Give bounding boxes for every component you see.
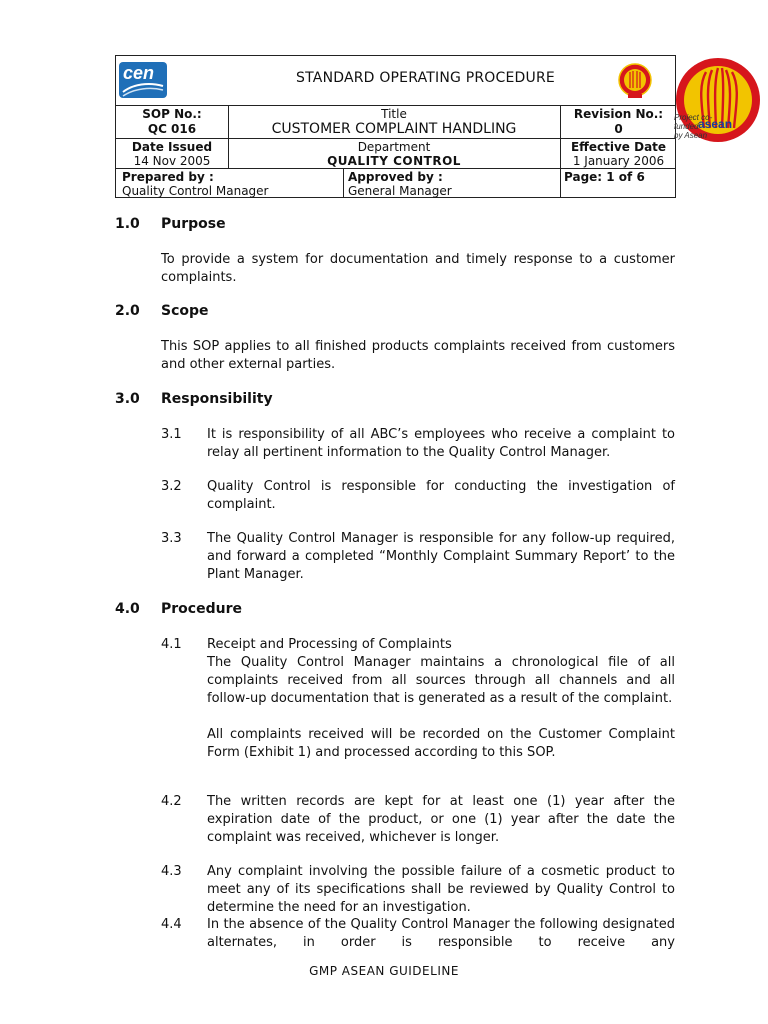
purpose-paragraph: To provide a system for documentation and timely response to a customer complaints. xyxy=(161,252,675,285)
prepared-by-label: Prepared by : xyxy=(122,170,214,184)
prepared-by-value: Quality Control Manager xyxy=(122,184,269,198)
cen-logo-text: cen xyxy=(123,63,155,83)
section-title: Purpose xyxy=(161,216,226,232)
item-text: In the absence of the Quality Control Manager the following designated alternates, in order is responsible to receive any xyxy=(207,917,675,950)
section-number: 4.0 xyxy=(115,601,140,617)
effective-date-value: 1 January 2006 xyxy=(572,154,665,168)
list-item xyxy=(161,530,675,584)
section-number: 2.0 xyxy=(115,303,140,319)
date-issued-label: Date Issued xyxy=(131,140,213,154)
approved-by-value: General Manager xyxy=(348,184,452,198)
list-item xyxy=(161,916,675,952)
item-number: 3.1 xyxy=(161,427,182,442)
list-item xyxy=(161,793,675,847)
list-item xyxy=(161,426,675,462)
department-value: QUALITY CONTROL xyxy=(327,154,461,168)
approved-by-label: Approved by : xyxy=(348,170,443,184)
item-text: The Quality Control Manager maintains a chronological file of all complaints received from all sources through all channels and all follow-up documentation that is generated as a result of the complaint. xyxy=(207,655,675,706)
item-number: 3.3 xyxy=(161,531,182,546)
title-label: Title xyxy=(381,107,407,121)
item-text: Quality Control is responsible for conducting the investigation of complaint. xyxy=(207,479,675,512)
item-number: 3.2 xyxy=(161,479,182,494)
revision-label: Revision No.: xyxy=(573,107,664,121)
section-number: 3.0 xyxy=(115,391,140,407)
item-text: The Quality Control Manager is responsible for any follow-up required, and forward a completed “Monthly Complaint Summary Report’ to the Plant Manager. xyxy=(207,531,675,582)
item-number: 4.1 xyxy=(161,637,182,652)
page-indicator: Page: 1 of 6 xyxy=(564,170,645,184)
department-label: Department xyxy=(357,140,431,154)
item-number: 4.2 xyxy=(161,794,182,809)
item-text: It is responsibility of all ABC’s employees who receive a complaint to relay all pertinent information to the Quality Control Manager. xyxy=(207,427,675,460)
section-title: Scope xyxy=(161,303,209,319)
item-text: The written records are kept for at least one (1) year after the expiration date of the product, or one (1) year after the date the complaint was received, whichever is longer. xyxy=(207,794,675,845)
section-heading xyxy=(115,601,242,617)
section-heading xyxy=(115,391,273,407)
section-title: Procedure xyxy=(161,601,242,617)
list-item xyxy=(161,863,675,917)
sop-header-table xyxy=(115,55,676,198)
sop-number-value: QC 016 xyxy=(147,122,197,136)
item-number: 4.4 xyxy=(161,917,182,932)
date-issued-value: 14 Nov 2005 xyxy=(133,154,211,168)
title-value: CUSTOMER COMPLAINT HANDLING xyxy=(271,121,517,137)
sop-number-label: SOP No.: xyxy=(142,107,202,121)
item-text-2: All complaints received will be recorded on the Customer Complaint Form (Exhibit 1) and processed according to this SOP. xyxy=(207,727,675,760)
scope-paragraph: This SOP applies to all finished products complaints received from customers and other external parties. xyxy=(161,339,675,372)
page-footer: GMP ASEAN GUIDELINE xyxy=(309,964,459,978)
section-heading xyxy=(115,303,209,319)
list-item xyxy=(161,478,675,514)
revision-value: 0 xyxy=(614,122,623,136)
asean-emblem-text: asean xyxy=(698,117,733,131)
item-heading: Receipt and Processing of Complaints xyxy=(207,637,452,652)
document-title: STANDARD OPERATING PROCEDURE xyxy=(296,70,555,86)
section-number: 1.0 xyxy=(115,216,140,232)
asean-emblem-small xyxy=(617,62,653,102)
asean-note-line-1: Project co- xyxy=(674,113,713,122)
asean-note-line-3: by Asean xyxy=(674,131,708,140)
section-heading xyxy=(115,216,226,232)
item-text: Any complaint involving the possible failure of a cosmetic product to meet any of its specifications shall be reviewed by Quality Control to determine the need for an investigation. xyxy=(207,864,675,915)
asean-note xyxy=(674,113,712,140)
asean-note-line-2: funded xyxy=(674,122,699,131)
section-title: Responsibility xyxy=(161,391,273,407)
effective-date-label: Effective Date xyxy=(570,140,667,154)
list-item xyxy=(161,636,675,762)
item-number: 4.3 xyxy=(161,864,182,879)
asean-emblem-icon xyxy=(617,62,653,102)
